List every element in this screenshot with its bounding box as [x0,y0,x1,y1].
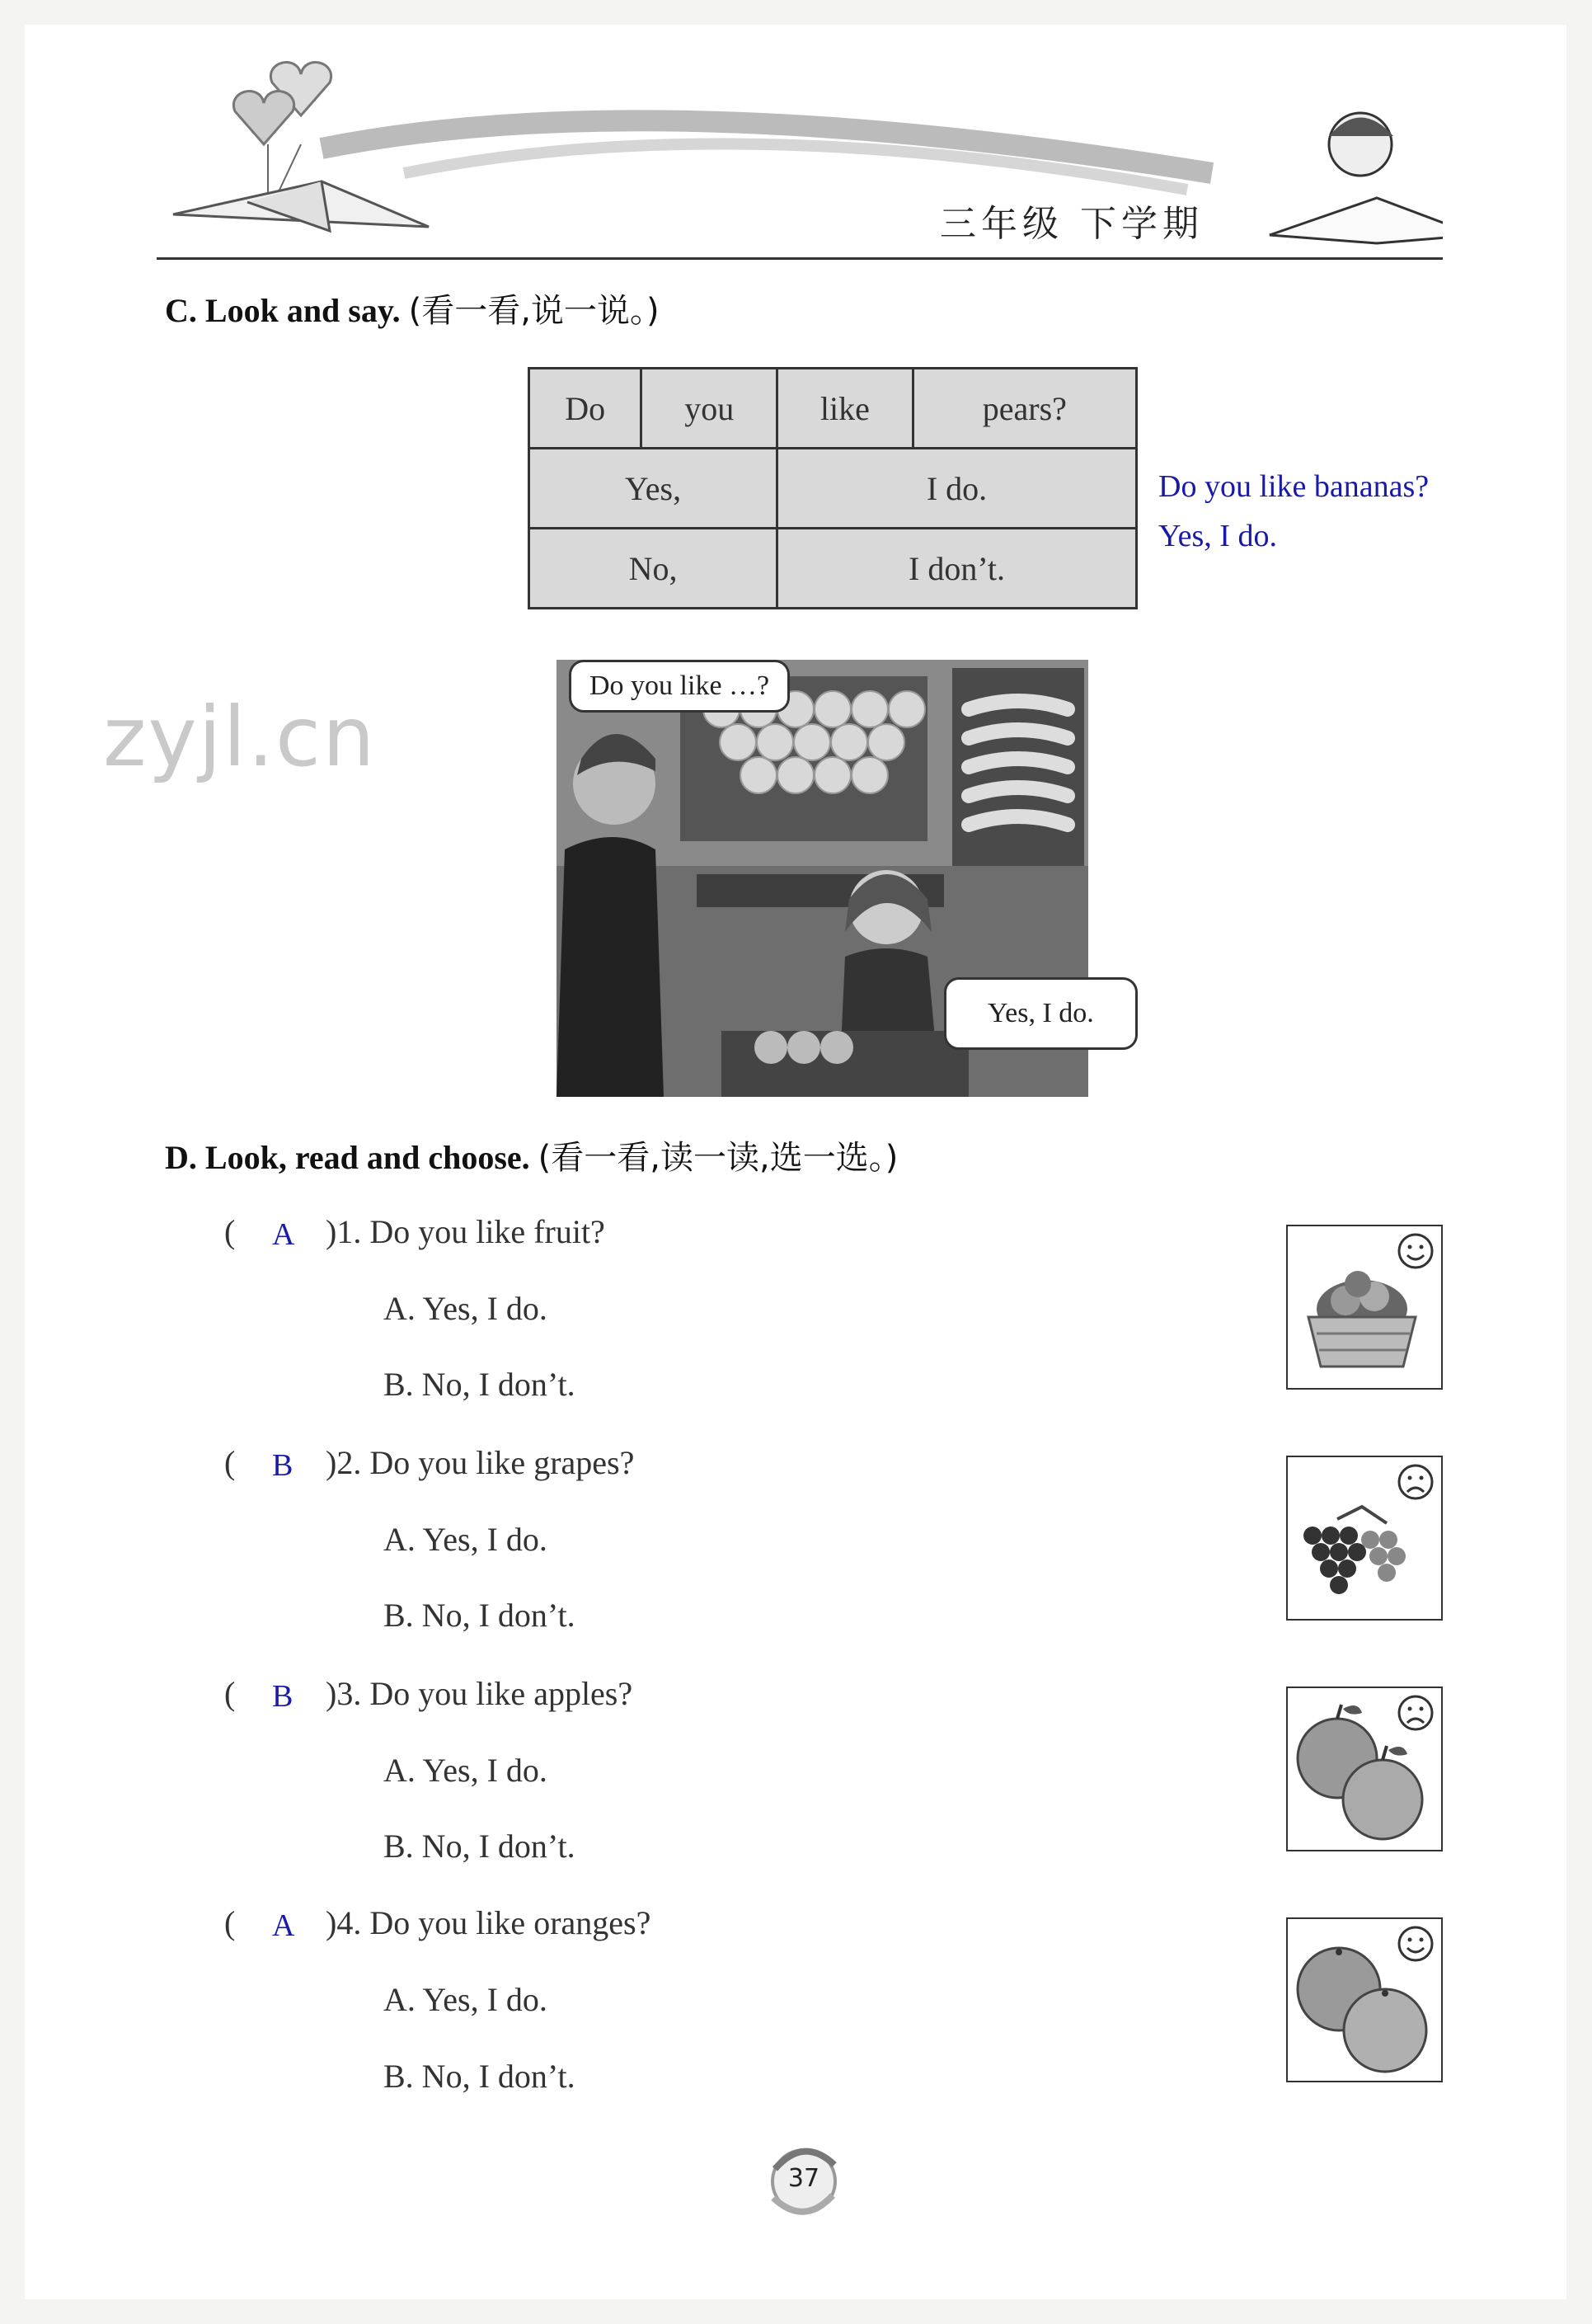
answer-line: Yes, I do. [1158,519,1277,553]
sad-face-icon [1399,1696,1432,1729]
section-d-title [165,1131,898,1178]
reading-girl-icon [1270,113,1443,243]
grade-term-label: 三年级 下学期 [940,203,1204,245]
table-row [529,369,1137,449]
section-c-title-cn: (看一看,说一说。) [408,292,660,330]
apples-picture [1286,1687,1443,1851]
table-row [529,449,1137,529]
option-a: A. Yes, I do. [383,1981,547,2018]
section-c-answer [1158,462,1429,561]
table-cell: I do. [777,449,1137,529]
header-decoration [157,49,1443,264]
page-number: 37 [787,2164,820,2193]
table-cell: No, [529,529,777,609]
answer-mark: A [272,1217,295,1252]
table-cell: pears? [913,369,1136,449]
table-cell: Yes, [529,449,777,529]
table-cell: you [641,369,777,449]
answer-paren-open: ( [224,1904,236,1941]
table-row [529,529,1137,609]
watermark: zyjl.cn [103,689,377,785]
bananas-icon [952,668,1084,866]
smile-face-icon [1399,1927,1432,1960]
grapes-picture [1286,1456,1443,1621]
answer-mark: B [272,1679,294,1714]
sentence-pattern-table [528,367,1138,609]
page-number-badge [758,2136,849,2227]
option-b: B. No, I don’t. [383,1366,575,1403]
answer-paren-open: ( [224,1213,236,1250]
section-d-title-cn: (看一看,读一读,选一选。) [538,1139,899,1177]
oranges-icon [1298,1948,1426,2072]
section-d-title-en: D. Look, read and choose. [165,1139,530,1176]
smile-face-icon [1399,1235,1432,1268]
table-cell: Do [529,369,641,449]
option-a: A. Yes, I do. [383,1521,547,1558]
header-rule [157,257,1443,260]
fruit-basket-icon [1308,1271,1416,1367]
speech-bubble-answer: Yes, I do. [944,977,1138,1050]
girl-figure [841,870,936,1047]
section-c-title [165,285,660,332]
answer-mark: A [272,1908,295,1943]
fruit-basket-picture [1286,1225,1443,1390]
paper-plane-icon [173,181,429,231]
grapes-icon [1303,1507,1406,1594]
option-a: A. Yes, I do. [383,1752,547,1789]
oranges-picture [1286,1917,1443,2082]
question-text: )4. Do you like oranges? [326,1904,651,1941]
answer-paren-open: ( [224,1444,236,1481]
answer-line: Do you like bananas? [1158,469,1430,504]
table-cell: like [777,369,913,449]
question-text: )2. Do you like grapes? [326,1444,635,1481]
section-c-title-en: C. Look and say. [165,292,401,329]
option-b: B. No, I don’t. [383,2058,575,2095]
answer-mark: B [272,1448,294,1483]
question-text: )1. Do you like fruit? [326,1213,605,1250]
table-cell: I don’t. [777,529,1137,609]
option-a: A. Yes, I do. [383,1290,547,1327]
speech-bubble-question: Do you like …? [569,660,790,713]
sad-face-icon [1399,1465,1432,1498]
option-b: B. No, I don’t. [383,1828,575,1865]
option-b: B. No, I don’t. [383,1597,575,1634]
question-text: )3. Do you like apples? [326,1675,633,1712]
answer-paren-open: ( [224,1675,236,1712]
